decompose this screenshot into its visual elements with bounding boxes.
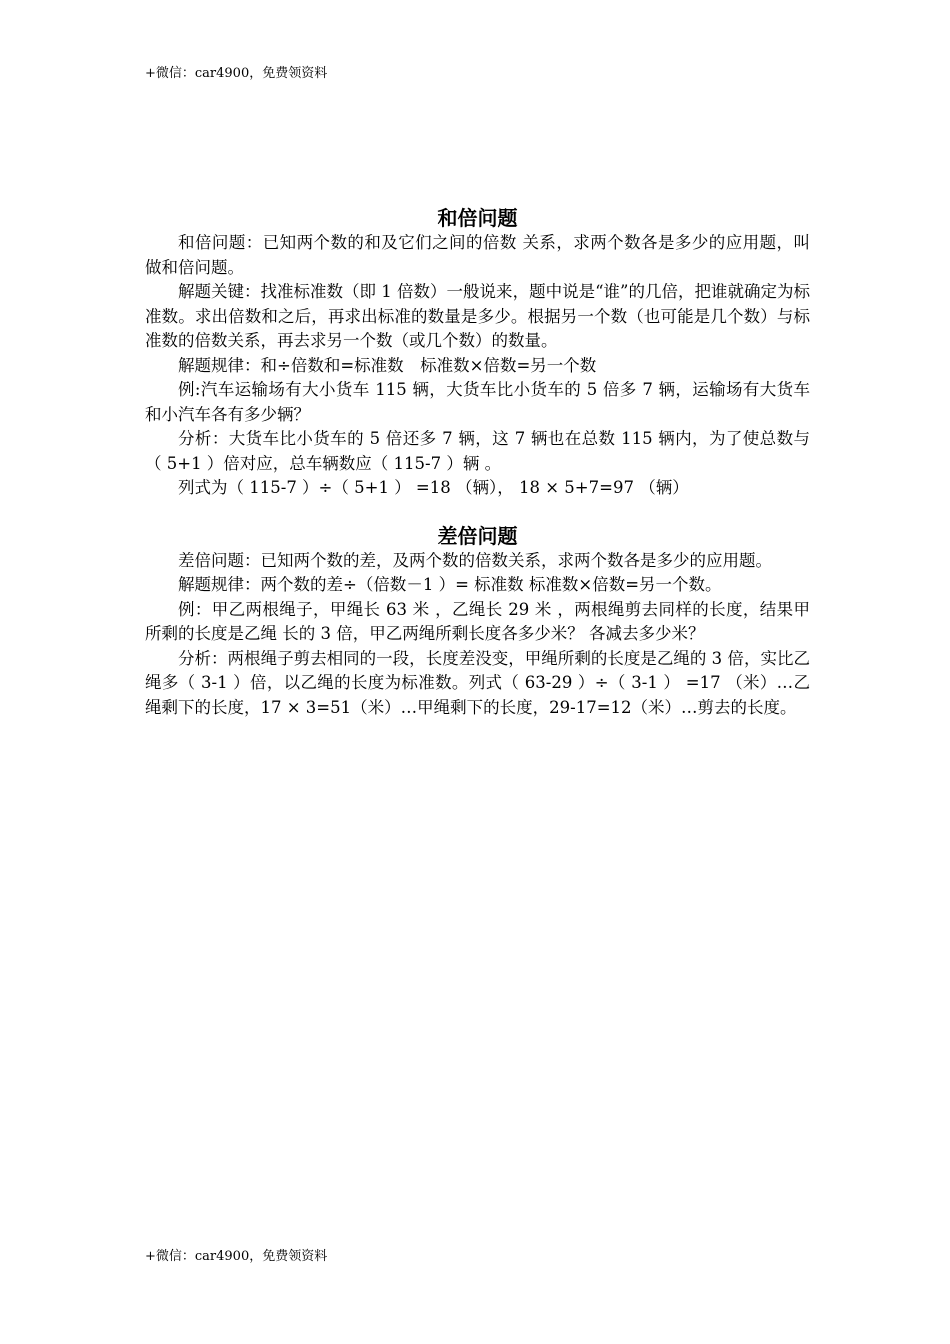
section-spacer	[145, 501, 810, 523]
section-title: 和倍问题	[437, 206, 518, 230]
definition-paragraph: 差倍问题：已知两个数的差，及两个数的倍数关系，求两个数各是多少的应用题。	[178, 550, 772, 570]
header-note: +微信：car4900，免费领资料	[145, 66, 328, 81]
rule-paragraph: 解题规律：和÷倍数和=标准数 标准数×倍数=另一个数	[178, 355, 597, 375]
definition-paragraph: 和倍问题：已知两个数的和及它们之间的倍数 关系，求两个数各是多少的应用题，叫做和倍问题。	[145, 233, 810, 277]
document-body	[145, 205, 810, 720]
analysis-paragraph: 分析：大货车比小货车的 5 倍还多 7 辆，这 7 辆也在总数 115 辆内，为了使总数与（ 5+1 ）倍对应，总车辆数应（ 115-7 ）辆 。	[145, 429, 810, 473]
example-paragraph: 例：甲乙两根绳子，甲绳长 63 米 ，乙绳长 29 米 ，两根绳剪去同样的长度，结果甲所剩的长度是乙绳 长的 3 倍，甲乙两绳所剩长度各多少米？ 各减去多少米？	[145, 599, 810, 643]
rule-paragraph: 解题规律：两个数的差÷（倍数－1 ）= 标准数 标准数×倍数=另一个数。	[178, 575, 722, 594]
section-sum-multiple	[145, 205, 810, 501]
section-title: 差倍问题	[437, 523, 518, 548]
footer-note: +微信：car4900，免费领资料	[145, 1249, 328, 1264]
section-difference-multiple	[145, 523, 810, 721]
example-paragraph: 例:汽车运输场有大小货车 115 辆，大货车比小货车的 5 倍多 7 辆，运输场有大货车和小汽车各有多少辆？	[145, 380, 810, 424]
formula-paragraph: 列式为（ 115-7 ）÷（ 5+1 ） =18 （辆）， 18 × 5+7=97 （辆）	[178, 478, 689, 497]
analysis-paragraph: 分析：两根绳子剪去相同的一段，长度差没变，甲绳所剩的长度是乙绳的 3 倍，实比乙绳多（ 3-1 ）倍，以乙绳的长度为标准数。列式（ 63-29 ）÷（ 3-1 ） =17 （米）…乙绳剩下的长度，17 × 3=51（米）…甲绳剩下的长度，29-17=12（米）…剪去的长度。	[145, 648, 810, 717]
key-points-paragraph: 解题关键：找准标准数（即 1 倍数）一般说来，题中说是“谁”的几倍，把谁就确定为标准数。求出倍数和之后，再求出标准的数量是多少。根据另一个数（也可能是几个数）与标准数的倍数关系，再去求另一个数（或几个数）的数量。	[145, 282, 810, 350]
